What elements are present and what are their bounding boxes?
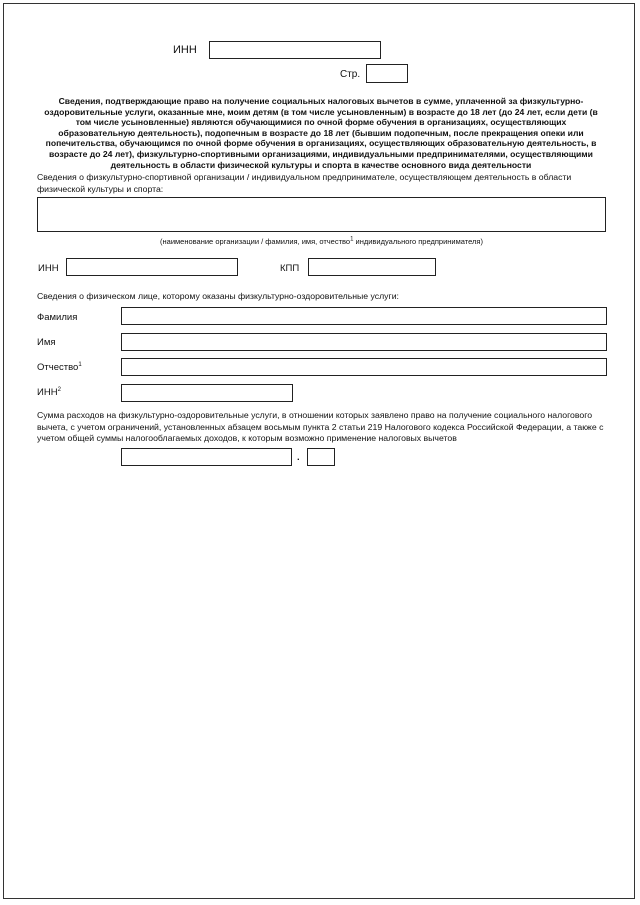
- page-number-label: Стр.: [340, 69, 361, 80]
- person-inn-footnote-mark: 2: [57, 386, 61, 393]
- organization-kpp-field[interactable]: [308, 258, 436, 276]
- organization-name-field[interactable]: [37, 197, 606, 232]
- expenses-kopecks-field[interactable]: [307, 448, 335, 466]
- caption-after: индивидуального предпринимателя): [353, 237, 483, 246]
- surname-field[interactable]: [121, 307, 607, 325]
- person-intro: Сведения о физическом лице, которому оказаны физкультурно-оздоровительные услуги:: [37, 291, 399, 301]
- organization-intro: Сведения о физкультурно-спортивной организации / индивидуальном предпринимателе, осуществляющем деятельность в области физической культуры и спорта:: [37, 172, 572, 194]
- expenses-rubles-field[interactable]: [121, 448, 292, 466]
- organization-name-caption: [37, 237, 606, 246]
- expenses-decimal-separator: .: [297, 452, 300, 463]
- surname-label: Фамилия: [37, 312, 78, 323]
- patronymic-field[interactable]: [121, 358, 607, 376]
- person-inn-field[interactable]: [121, 384, 293, 402]
- name-label: Имя: [37, 337, 56, 348]
- patronymic-footnote-mark: 1: [78, 361, 82, 368]
- person-inn-label: [37, 387, 61, 398]
- organization-inn-label: ИНН: [38, 263, 59, 274]
- header-inn-field[interactable]: [209, 41, 381, 59]
- form-title: Сведения, подтверждающие право на получение социальных налоговых вычетов в сумме, уплаченной за физкультурно-оздоровительные услуги, оказанные мне, моим детям (в том числе усыновленным) в возрасте до 18 лет (до 24 лет, если дети (в том числе усыновленные) являются обучающимися по очной форме обучения в организациях, осуществляющих образовательную деятельность), подопечным в возрасте до 18 лет (бывшим подопечным, после прекращения опеки или попечительства, обучающимся по очной форме обучения в организациях, осуществляющих образовательную деятельность, в возрасте до 24 лет), физкультурно-спортивными организациями, индивидуальными предпринимателями, осуществляющими деятельность в области физической культуры и спорта в качестве основного вида деятельности: [44, 96, 598, 170]
- organization-kpp-label: КПП: [280, 263, 300, 274]
- expenses-description: Сумма расходов на физкультурно-оздоровительные услуги, в отношении которых заявлено право на получение социального налогового вычета, с учетом ограничений, установленных абзацем восьмым пункта 2 статьи 219 Налогового кодекса Российской Федерации, а также с учетом общей суммы налогооблагаемых доходов, к которым возможно применение налоговых вычетов: [37, 410, 604, 443]
- patronymic-label-text: Отчество: [37, 362, 79, 373]
- name-field[interactable]: [121, 333, 607, 351]
- page-number-field[interactable]: [366, 64, 408, 83]
- organization-inn-field[interactable]: [66, 258, 238, 276]
- caption-before: (наименование организации / фамилия, имя, отчество: [160, 237, 351, 246]
- patronymic-label: [37, 362, 82, 373]
- caption-footnote-mark: 1: [350, 236, 354, 243]
- person-inn-label-text: ИНН: [37, 387, 58, 398]
- header-inn-label: ИНН: [173, 44, 197, 56]
